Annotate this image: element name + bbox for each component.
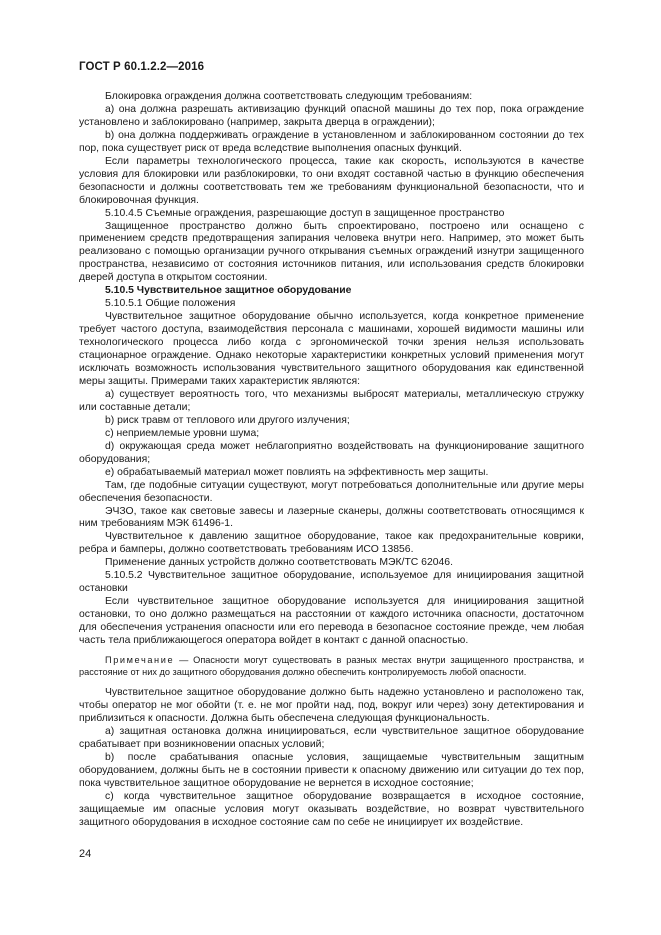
list-item: c) неприемлемые уровни шума; [105,427,260,439]
list-item: b) после срабатывания опасные условия, защищаемые чувствительным защитным оборудованием, должны быть не в состоянии привести к опасному движению или ситуации до тех пор, пока чувствительное защитное оборудование не вернется в исходное состояние; [79,751,584,789]
list-item: а) существует вероятность того, что механизмы выбросят материалы, металлическую стружку или составные детали; [79,388,584,413]
paragraph: Там, где подобные ситуации существуют, могут потребоваться дополнительные или другие меры обеспечения безопасности. [79,479,584,504]
paragraph: Если параметры технологического процесса, такие как скорость, используются в качестве условия для блокировки или разблокировки, то они входят составной частью в функцию обеспечения безопасности и должны соответствовать тем же требованиям функциональной безопасности, что и блокировочная функция. [79,155,584,206]
list-item: c) когда чувствительное защитное оборудование возвращается в исходное состояние, защищаемые им опасные условия могут оказывать воздействие, но возврат чувствительного защитного оборудования в исходное состояние сам по себе не инициирует их воздействие. [79,790,584,828]
note-text: — Опасности могут существовать в разных местах внутри защищенного пространства, и расстояние от них до защитного оборудования должно обеспечить контролируемость любой опасности. [79,654,584,677]
paragraph: Чувствительное к давлению защитное оборудование, такое как предохранительные коврики, ребра и бамперы, должно соответствовать требованиям ИСО 13856. [79,531,584,556]
document-header: ГОСТ Р 60.1.2.2—2016 [79,61,205,73]
section-heading: 5.10.5 Чувствительное защитное оборудование [105,285,352,297]
paragraph: Блокировка ограждения должна соответствовать следующим требованиям: [105,91,473,102]
note-label: Примечание [105,654,175,665]
list-item: b) она должна поддерживать ограждение в установленном и заблокированном состоянии до тех пор, пока существует риск от вреда вследствие выполнения опасных функций. [79,129,584,154]
subsection-heading: 5.10.4.5 Съемные ограждения, разрешающие доступ в защищенное пространство [105,207,505,219]
subsection-heading: 5.10.5.1 Общие положения [105,298,236,310]
paragraph: Чувствительное защитное оборудование обычно используется, когда конкретное применение требует частого доступа, взаимодействия персонала с машинами, хорошей видимости машины или технологического процесса либо когда с эргономической точки зрения нельзя использовать стационарное ограждение. Однако некоторые характеристики конкретных условий применения могут исключать возможность использования чувствительного защитного оборудования как единственной меры защиты. Примерами таких характеристик являются: [79,311,584,387]
paragraph: Чувствительное защитное оборудование должно быть надежно установлено и расположено так, чтобы оператор не мог обойти (т. е. не мог пройти над, под, вокруг или через) зону детектирования и приблизиться к опасности. Должна быть обеспечена следующая функциональность. [79,687,584,725]
list-item: e) обрабатываемый материал может повлиять на эффективность мер защиты. [105,466,489,478]
document-body [79,91,584,830]
subsection-heading: 5.10.5.2 Чувствительное защитное оборудование, используемое для инициирования защитной остановки [79,570,584,595]
paragraph: Применение данных устройств должно соответствовать МЭК/ТС 62046. [105,557,453,569]
note [79,655,584,678]
page-number: 24 [79,848,92,860]
list-item: а) защитная остановка должна инициироваться, если чувствительное защитное оборудование срабатывает при возникновении опасных условий; [79,726,584,750]
list-item: d) окружающая среда может неблагоприятно воздействовать на функционирование защитного оборудования; [79,440,584,465]
paragraph: Защищенное пространство должно быть спроектировано, построено или оснащено с применением средств предотвращения запирания человека внутри него. Например, это может быть реализовано с помощью организации ручного открывания съемных ограждений изнутри защищенного пространства, независимо от состояния источников питания, или использования средств блокировки дверей доступа в открытом состоянии. [79,220,584,284]
paragraph: ЭЧЗО, такое как световые завесы и лазерные сканеры, должны соответствовать относящимся к ним требованиям МЭК 61496-1. [79,505,584,530]
list-item: b) риск травм от теплового или другого излучения; [105,414,350,426]
list-item: а) она должна разрешать активизацию функций опасной машины до тех пор, пока ограждение установлено и заблокировано (например, закрыта дверца в ограждении); [79,103,584,128]
paragraph: Если чувствительное защитное оборудование используется для инициирования защитной остановки, то оно должно размещаться на расстоянии от каждого источника опасности, достаточном для обеспечения устранения опасности или его перевода в безопасное состояние прежде, чем любая часть тела приближающегося оператора войдет в контакт с данной опасностью. [79,596,584,647]
